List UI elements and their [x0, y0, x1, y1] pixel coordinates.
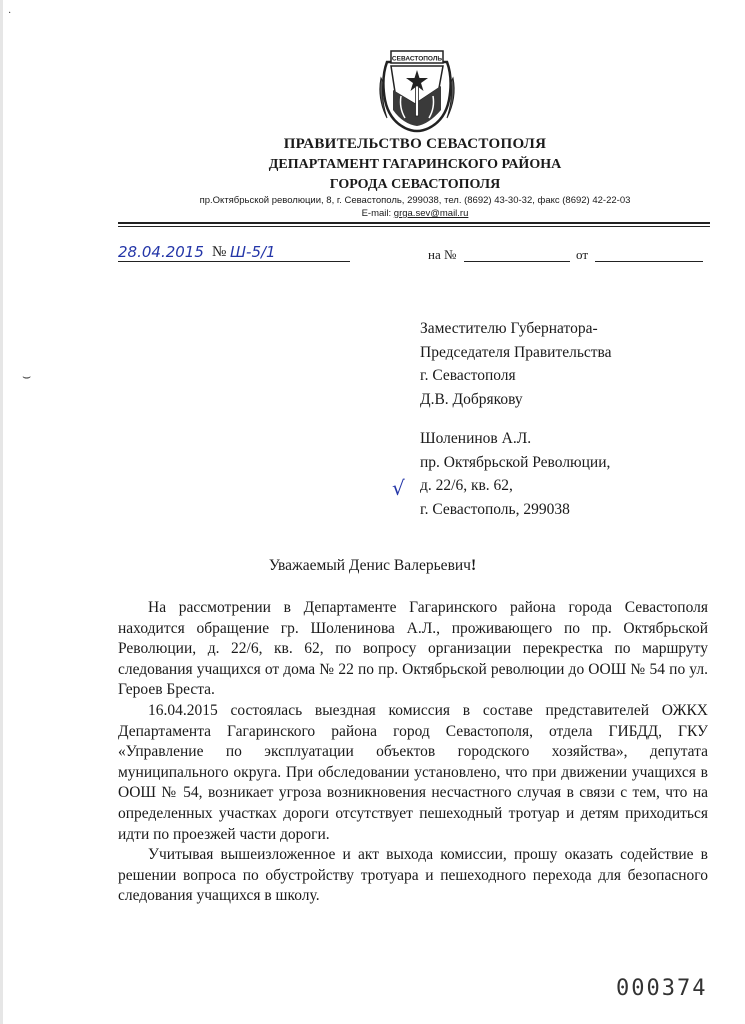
header-rule-thin: [118, 226, 710, 227]
org-email-line: [150, 208, 680, 219]
email-label: E-mail:: [361, 208, 392, 219]
scan-artifact-mark: ·: [8, 8, 12, 19]
registration-underline: [118, 261, 350, 262]
emblem-banner-text: СЕВАСТОПОЛЬ: [391, 55, 443, 63]
applicant-line: г. Севастополь, 299038: [420, 500, 570, 518]
salutation-exclamation: !: [470, 557, 477, 574]
org-title: ПРАВИТЕЛЬСТВО СЕВАСТОПОЛЯ: [283, 136, 547, 152]
recipient-line: Заместителю Губернатора-: [420, 320, 598, 337]
reply-to-number-blank: [464, 261, 570, 262]
header-rule-thick: [118, 222, 710, 224]
scan-artifact-mark: ⌣: [22, 370, 32, 385]
reply-to-label: на №: [428, 247, 457, 262]
org-address: пр.Октябрьской революции, 8, г. Севастополь, 299038, тел. (8692) 43-30-32, факс (8692) 42-22-03: [199, 195, 631, 206]
department-title: ДЕПАРТАМЕНТ ГАГАРИНСКОГО РАЙОНА: [268, 157, 562, 172]
applicant-line: пр. Октябрьской Революции,: [420, 453, 611, 471]
registration-number-sign: №: [212, 244, 227, 260]
salutation: [0, 557, 745, 575]
body-paragraph: На рассмотрении в Департаменте Гагаринского района города Севастополя находится обращение гр. Шоленинова А.Л., проживающего по пр. Октябрьской Революции, д. 22/6, кв. 62, по вопросу организации перекрестка по маршруту следования учащихся от дома № 22 по пр. Октябрьской революции до ООШ № 54 по ул. Героев Бреста.: [118, 599, 708, 699]
registration-stamp-number: 000374: [616, 976, 708, 1001]
city-title: ГОРОДА СЕВАСТОПОЛЯ: [329, 177, 501, 192]
applicant-line: д. 22/6, кв. 62,: [420, 477, 513, 494]
letter-body: [118, 598, 708, 907]
handwritten-check-mark: √: [392, 476, 405, 500]
reply-from-date-blank: [595, 261, 703, 262]
registration-number: Ш-5/1: [230, 243, 276, 261]
recipient-block: [420, 317, 612, 411]
reply-from-label: от: [576, 247, 589, 262]
sevastopol-coat-of-arms-icon: [375, 48, 459, 136]
scan-edge: [0, 0, 3, 1024]
recipient-line: г. Севастополя: [420, 367, 516, 384]
applicant-block: [420, 427, 610, 521]
registration-date: 28.04.2015: [118, 243, 204, 261]
email-link[interactable]: grga.sev@mail.ru: [393, 208, 469, 219]
body-paragraph: 16.04.2015 состоялась выездная комиссия в составе представителей ОЖКХ Департамента Гагаринского района город Севастополя, отдела ГИБДД, ГКУ «Управление по эксплуатации объектов городского хозяйства», депутата муниципального округа. При обследовании установлено, что при движении учащихся в ООШ № 54, возникает угроза возникновения несчастного случая в связи с тем, что на определенных участках дороги отсутствует пешеходный тротуар и детям приходиться идти по проезжей части дороги.: [118, 701, 708, 843]
applicant-line: Шоленинов А.Л.: [420, 430, 532, 447]
salutation-text: Уважаемый Денис Валерьевич: [268, 557, 471, 574]
recipient-line: Д.В. Добрякову: [420, 390, 523, 408]
body-paragraph: Учитывая вышеизложенное и акт выхода комиссии, прошу оказать содействие в решении вопроса по обустройству тротуара и пешеходного перехода для безопасного следования учащихся в школу.: [118, 846, 708, 905]
recipient-line: Председателя Правительства: [420, 343, 612, 361]
